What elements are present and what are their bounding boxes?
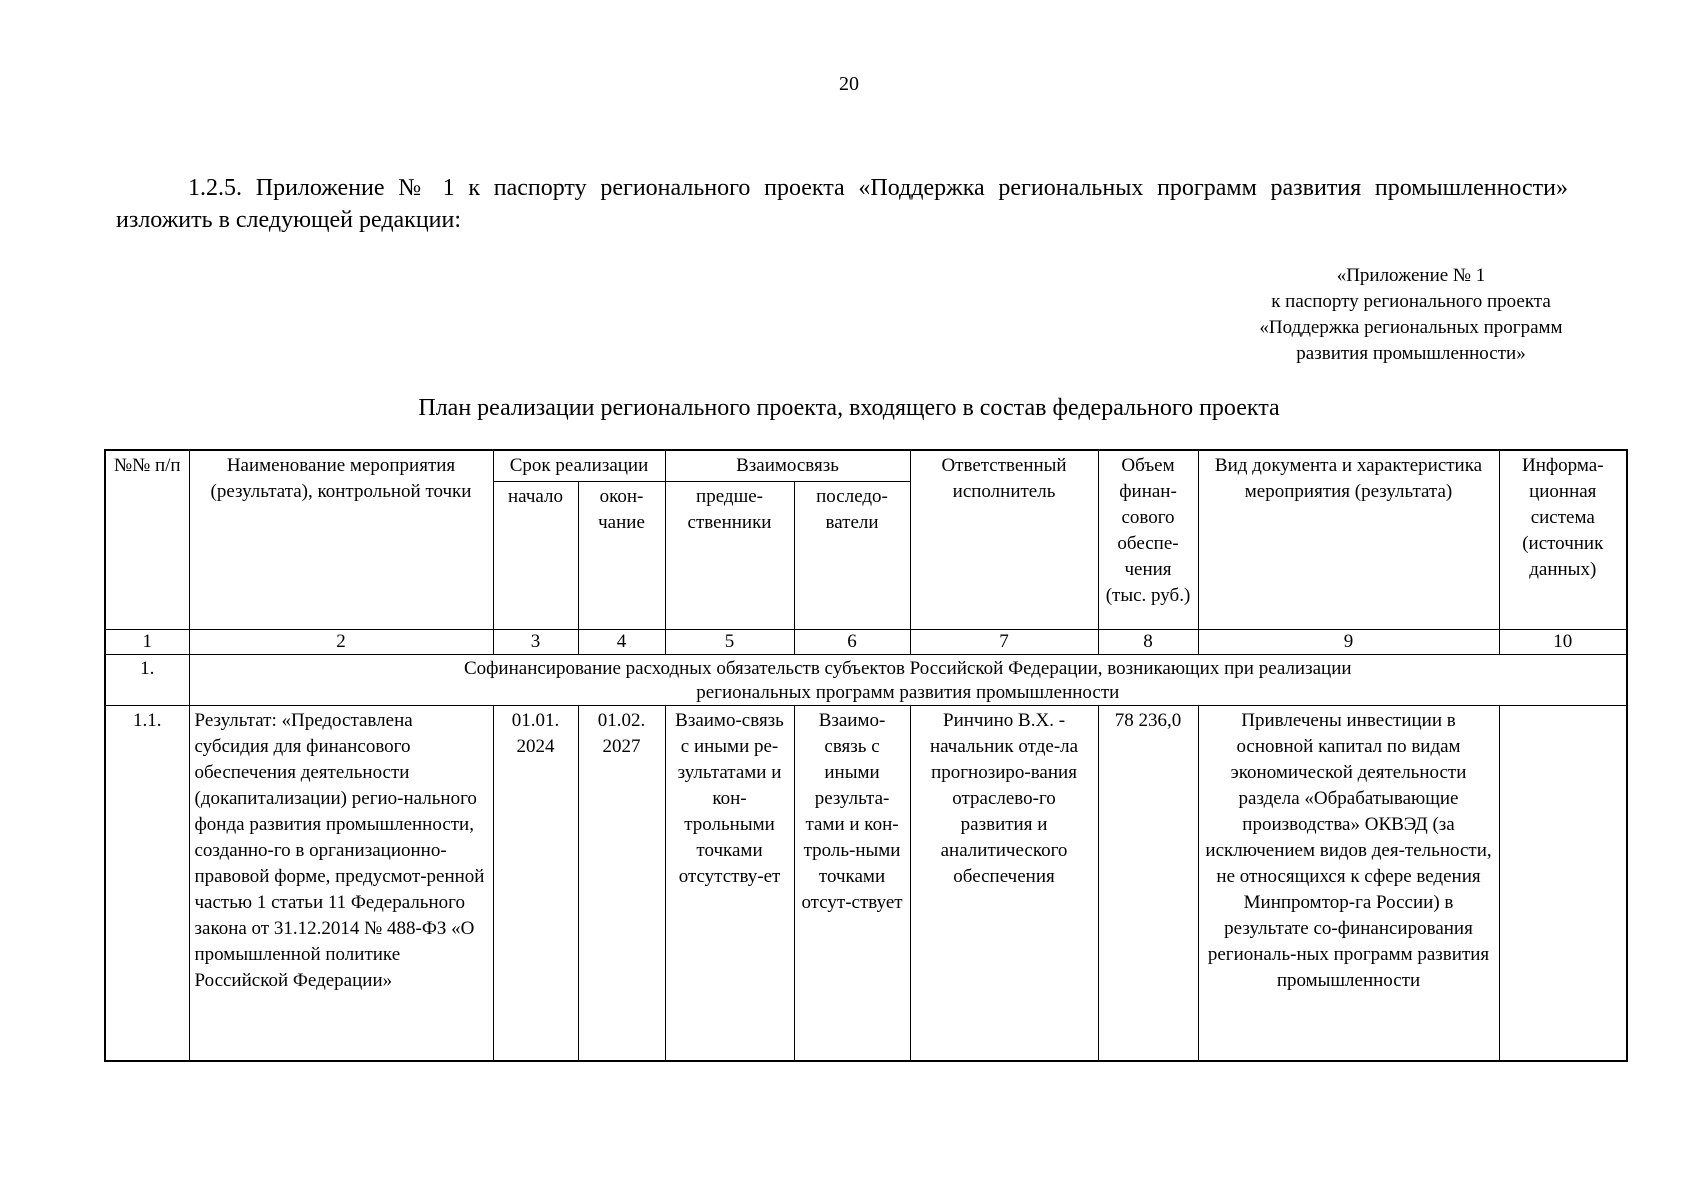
column-numbers-row [105, 630, 1627, 655]
appendix-line-1: «Приложение № 1 [1336, 265, 1486, 286]
column-number: 1 [105, 630, 189, 655]
header-document: Вид документа и характеристика мероприятия (результата) [1198, 450, 1499, 630]
row-num: 1.1. [105, 706, 189, 1062]
header-name: Наименование мероприятия (результата), контрольной точки [189, 450, 493, 630]
column-number: 3 [493, 630, 578, 655]
table-row [105, 706, 1627, 1062]
header-row-1 [105, 450, 1627, 482]
intro-paragraph: 1.2.5. Приложение № 1 к паспорту регионального проекта «Поддержка региональных программ развития промышленности» изложить в следующей редакции: [116, 175, 1568, 233]
column-number: 4 [578, 630, 665, 655]
row-responsible: Ринчино В.Х. - начальник отде-ла прогнозиро-вания отраслево-го развития и аналитического обеспечения [910, 706, 1098, 1062]
row-predecessors: Взаимо-связь с иными ре-зультатами и кон-трольными точками отсутству-ет [665, 706, 794, 1062]
plan-title: План реализации регионального проекта, входящего в состав федерального проекта [418, 395, 1280, 421]
header-term-start: начало [493, 482, 578, 630]
row-name: Результат: «Предоставлена субсидия для финансового обеспечения деятельности (докапитализации) регио-нального фонда развития промышленности, созданно-го в организационно-правовой форме, предусмот-ренной частью 1 статьи 11 Федерального закона от 31.12.2014 № 488-ФЗ «О промышленной политике Российской Федерации» [189, 706, 493, 1062]
header-volume: Объем финан-сового обеспе-чения (тыс. руб.) [1098, 450, 1198, 630]
row-successors: Взаимо-связь с иными результа-тами и кон-троль-ными точками отсут-ствует [794, 706, 910, 1062]
column-number: 6 [794, 630, 910, 655]
row-info-system [1499, 706, 1627, 1062]
column-number: 9 [1198, 630, 1499, 655]
column-number: 8 [1098, 630, 1198, 655]
appendix-header [1226, 263, 1596, 367]
header-relation: Взаимосвязь [665, 450, 910, 482]
header-responsible: Ответственный исполнитель [910, 450, 1098, 630]
section-num: 1. [105, 655, 189, 706]
header-term: Срок реализации [493, 450, 665, 482]
header-num: №№ п/п [105, 450, 189, 630]
column-number: 2 [189, 630, 493, 655]
plan-table [104, 449, 1628, 1062]
row-document: Привлечены инвестиции в основной капитал по видам экономической деятельности раздела «Обрабатывающие производства» ОКВЭД (за исключением видов дея-тельности, не относящихся к сфере ведения Минпромтор-га России) в результате со-финансирования региональ-ных программ развития промышленности [1198, 706, 1499, 1062]
page-number: 20 [839, 73, 859, 95]
appendix-line-2: к паспорту регионального проекта [1271, 291, 1551, 312]
section-row [105, 655, 1627, 706]
column-number: 10 [1499, 630, 1627, 655]
header-term-end: окон-чание [578, 482, 665, 630]
column-number: 5 [665, 630, 794, 655]
section-title: Софинансирование расходных обязательств субъектов Российской Федерации, возникающих при реализации региональных программ развития промышленности [189, 655, 1627, 706]
header-info-system: Информа-ционная система (источник данных) [1499, 450, 1627, 630]
row-end: 01.02. 2027 [578, 706, 665, 1062]
header-successors: последо-ватели [794, 482, 910, 630]
appendix-line-4: развития промышленности» [1296, 343, 1526, 364]
header-predecessors: предше-ственники [665, 482, 794, 630]
appendix-line-3: «Поддержка региональных программ [1259, 317, 1563, 338]
row-start: 01.01. 2024 [493, 706, 578, 1062]
row-volume: 78 236,0 [1098, 706, 1198, 1062]
column-number: 7 [910, 630, 1098, 655]
